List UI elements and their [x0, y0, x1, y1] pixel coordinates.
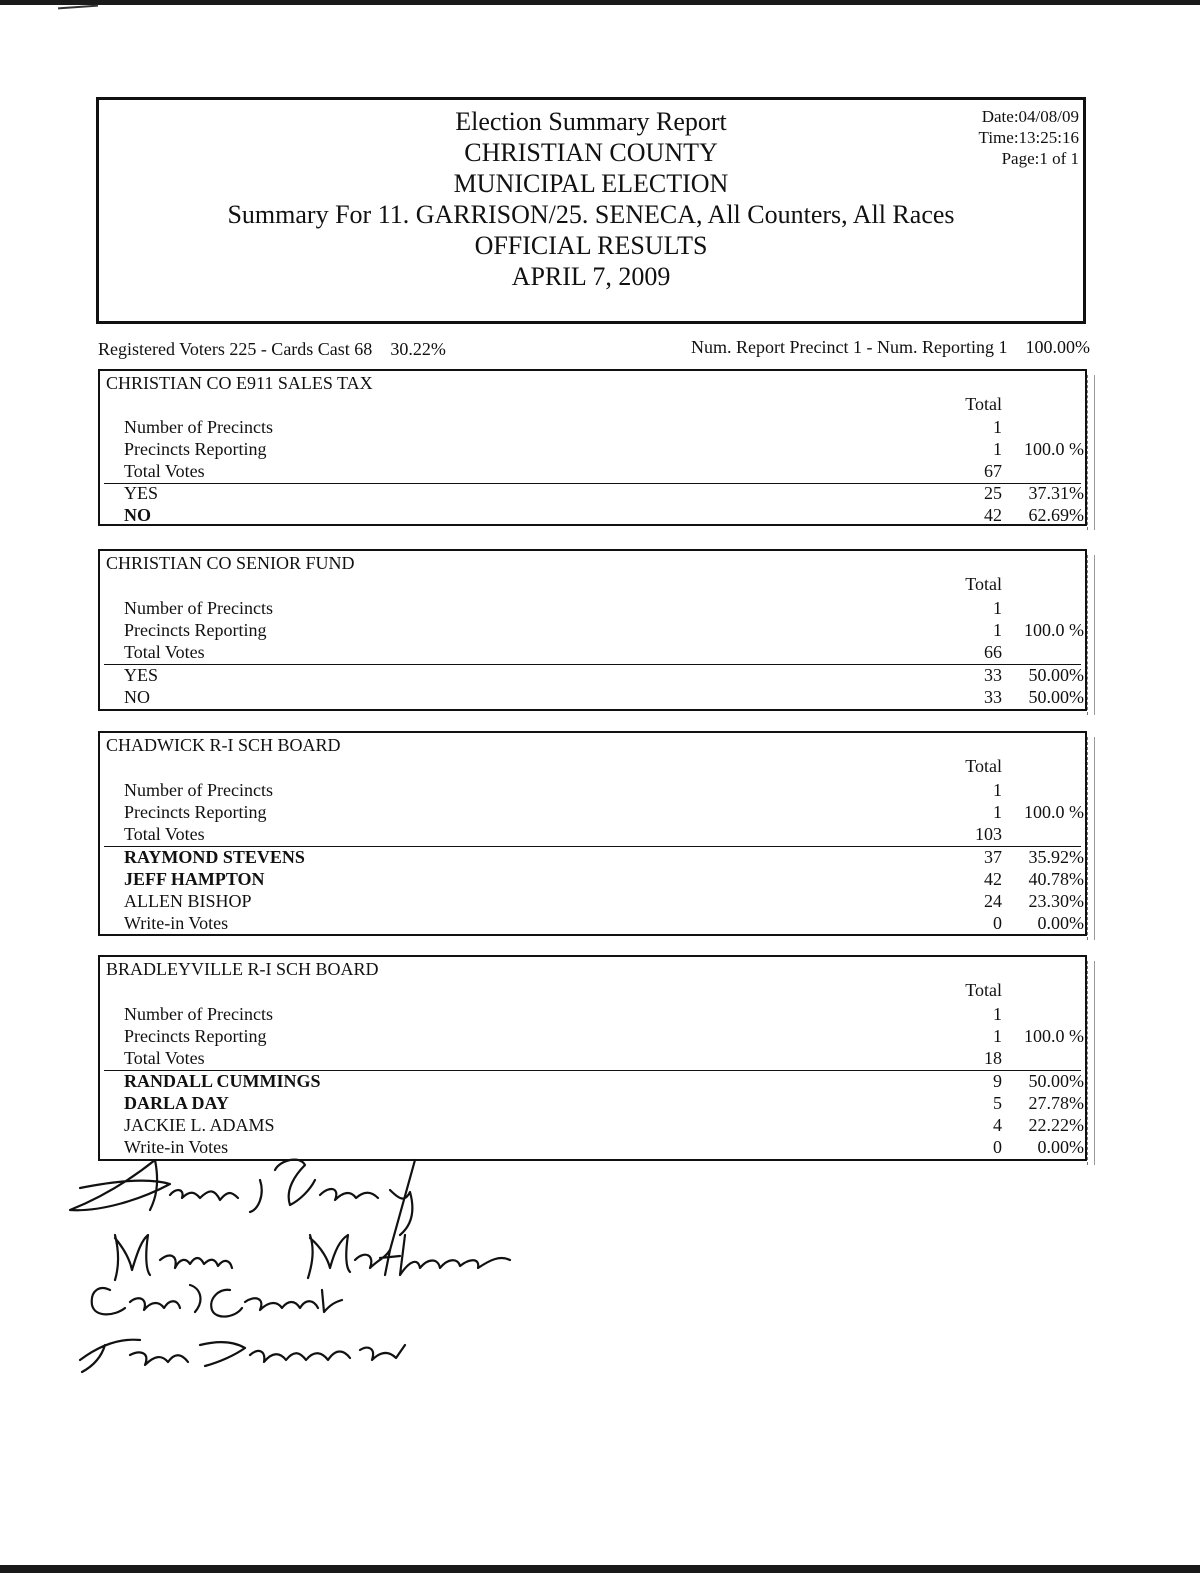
choice-label: NO — [124, 505, 151, 525]
turnout-percent: 30.22% — [390, 339, 446, 359]
choice-votes: 5 — [993, 1093, 1002, 1113]
stat-label: Total Votes — [124, 824, 205, 844]
race-block — [98, 369, 1087, 526]
stat-label: Precincts Reporting — [124, 439, 267, 459]
choice-label: RAYMOND STEVENS — [124, 847, 305, 867]
results-status: OFFICIAL RESULTS — [474, 231, 708, 260]
scan-edge-top — [0, 0, 1200, 5]
stat-value: 103 — [975, 824, 1002, 844]
choice-row — [100, 847, 1085, 869]
choice-votes: 9 — [993, 1071, 1002, 1091]
registered-voters-summary — [98, 339, 446, 360]
choice-row — [100, 687, 1085, 709]
race-title: BRADLEYVILLE R-I SCH BOARD — [106, 959, 379, 979]
county-name: CHRISTIAN COUNTY — [464, 138, 718, 167]
stat-percent: 100.0 % — [1024, 1026, 1084, 1046]
choice-label: JACKIE L. ADAMS — [124, 1115, 275, 1135]
report-page: Page:1 of 1 — [1001, 149, 1079, 168]
choice-label: RANDALL CUMMINGS — [124, 1071, 321, 1091]
choice-row — [100, 505, 1085, 527]
choice-percent: 27.78% — [1028, 1093, 1084, 1113]
precinct-reporting-percent: 100.00% — [1025, 337, 1090, 357]
scan-shadow — [1087, 555, 1095, 715]
choice-percent: 50.00% — [1028, 1071, 1084, 1091]
stat-label: Number of Precincts — [124, 598, 273, 618]
race-block — [98, 731, 1087, 936]
signature-4 — [80, 1340, 405, 1372]
choice-votes: 42 — [984, 869, 1002, 889]
registered-voters-text: Registered Voters 225 - Cards Cast 68 — [98, 339, 373, 359]
stat-percent: 100.0 % — [1024, 439, 1084, 459]
stat-value: 1 — [993, 1004, 1002, 1024]
choice-label: ALLEN BISHOP — [124, 891, 252, 911]
stat-row — [100, 1004, 1085, 1026]
choice-votes: 0 — [993, 913, 1002, 933]
choice-percent: 50.00% — [1028, 687, 1084, 707]
total-column-header: Total — [965, 756, 1002, 776]
choice-row — [100, 913, 1085, 935]
race-block — [98, 549, 1087, 711]
stat-row — [100, 642, 1085, 664]
election-date: APRIL 7, 2009 — [511, 262, 671, 291]
scan-edge-bottom — [0, 1565, 1200, 1573]
stat-row — [100, 439, 1085, 461]
stat-row — [100, 461, 1085, 483]
total-column-header: Total — [965, 980, 1002, 1000]
choice-label: Write-in Votes — [124, 1137, 229, 1157]
choice-percent: 40.78% — [1028, 869, 1084, 889]
choice-percent: 22.22% — [1028, 1115, 1084, 1135]
signatures — [60, 1140, 530, 1380]
choice-votes: 33 — [984, 687, 1002, 707]
stat-value: 18 — [984, 1048, 1002, 1068]
race-title: CHRISTIAN CO E911 SALES TAX — [106, 373, 373, 393]
choice-votes: 0 — [993, 1137, 1002, 1157]
summary-scope: Summary For 11. GARRISON/25. SENECA, All Counters, All Races — [227, 200, 955, 229]
choice-percent: 62.69% — [1028, 505, 1084, 525]
stat-label: Precincts Reporting — [124, 1026, 267, 1046]
choice-percent: 23.30% — [1028, 891, 1084, 911]
precinct-summary — [691, 337, 1090, 358]
scan-artifact — [58, 5, 98, 10]
report-time: Time:13:25:16 — [978, 128, 1079, 147]
scan-shadow — [1087, 737, 1095, 940]
stat-label: Precincts Reporting — [124, 620, 267, 640]
stat-label: Precincts Reporting — [124, 802, 267, 822]
choice-votes: 24 — [984, 891, 1002, 911]
precinct-reporting-text: Num. Report Precinct 1 - Num. Reporting 1 — [691, 337, 1008, 357]
choice-row — [100, 483, 1085, 505]
choice-percent: 0.00% — [1037, 1137, 1084, 1157]
choice-votes: 25 — [984, 483, 1002, 503]
report-date: Date:04/08/09 — [981, 107, 1079, 126]
choice-votes: 4 — [993, 1115, 1002, 1135]
choice-row — [100, 1071, 1085, 1093]
choice-percent: 50.00% — [1028, 665, 1084, 685]
choice-row — [100, 891, 1085, 913]
signature-1 — [70, 1160, 415, 1250]
stat-label: Number of Precincts — [124, 780, 273, 800]
choice-label: DARLA DAY — [124, 1093, 229, 1113]
stat-percent: 100.0 % — [1024, 620, 1084, 640]
report-title: Election Summary Report — [455, 107, 727, 136]
choice-row — [100, 665, 1085, 687]
stat-row — [100, 620, 1085, 642]
report-meta — [979, 106, 1079, 169]
stat-row — [100, 802, 1085, 824]
choice-label: Write-in Votes — [124, 913, 229, 933]
stat-value: 1 — [993, 598, 1002, 618]
stat-value: 67 — [984, 461, 1002, 481]
stat-row — [100, 1048, 1085, 1070]
stat-row — [100, 598, 1085, 620]
choice-percent: 35.92% — [1028, 847, 1084, 867]
stat-label: Total Votes — [124, 1048, 205, 1068]
choice-votes: 33 — [984, 665, 1002, 685]
stat-value: 1 — [993, 1026, 1002, 1046]
scan-shadow — [1087, 961, 1095, 1165]
choice-label: YES — [124, 665, 159, 685]
report-header — [96, 97, 1086, 324]
stat-value: 1 — [993, 417, 1002, 437]
stat-value: 66 — [984, 642, 1002, 662]
stat-label: Number of Precincts — [124, 417, 273, 437]
choice-row — [100, 869, 1085, 891]
race-title: CHADWICK R-I SCH BOARD — [106, 735, 341, 755]
choice-votes: 42 — [984, 505, 1002, 525]
stat-row — [100, 1026, 1085, 1048]
choice-votes: 37 — [984, 847, 1002, 867]
total-column-header: Total — [965, 394, 1002, 414]
choice-label: YES — [124, 483, 159, 503]
stat-label: Total Votes — [124, 642, 205, 662]
stat-value: 1 — [993, 802, 1002, 822]
scan-shadow — [1087, 375, 1095, 530]
race-block — [98, 955, 1087, 1161]
choice-percent: 37.31% — [1028, 483, 1084, 503]
choice-row — [100, 1115, 1085, 1137]
election-name: MUNICIPAL ELECTION — [453, 169, 729, 198]
total-column-header: Total — [965, 574, 1002, 594]
stat-row — [100, 417, 1085, 439]
choice-percent: 0.00% — [1037, 913, 1084, 933]
signature-3 — [92, 1285, 342, 1317]
stat-value: 1 — [993, 439, 1002, 459]
stat-label: Total Votes — [124, 461, 205, 481]
choice-label: NO — [124, 687, 150, 707]
stat-row — [100, 824, 1085, 846]
choice-label: JEFF HAMPTON — [124, 869, 265, 889]
choice-row — [100, 1093, 1085, 1115]
stat-label: Number of Precincts — [124, 1004, 273, 1024]
stat-row — [100, 780, 1085, 802]
stat-value: 1 — [993, 620, 1002, 640]
stat-value: 1 — [993, 780, 1002, 800]
report-title-block — [99, 106, 1083, 292]
signature-2 — [115, 1235, 510, 1280]
stat-percent: 100.0 % — [1024, 802, 1084, 822]
race-title: CHRISTIAN CO SENIOR FUND — [106, 553, 355, 573]
